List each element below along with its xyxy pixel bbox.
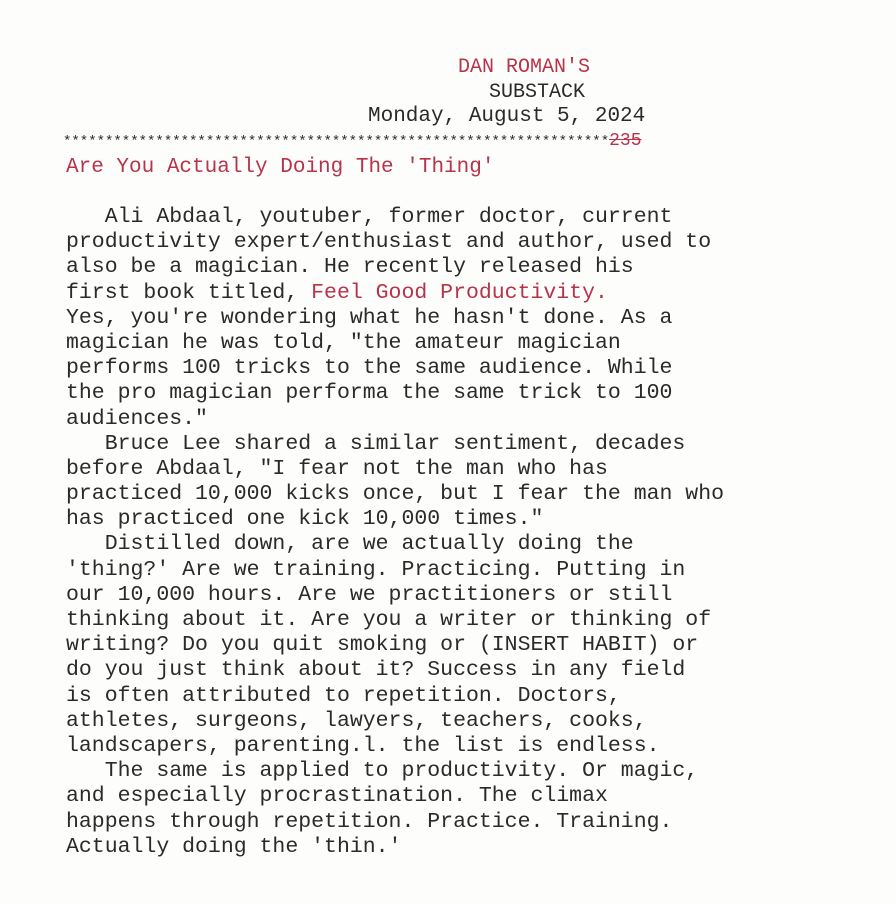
- body-line: magician he was told, "the amateur magician: [66, 330, 621, 355]
- body-line: the pro magician performa the same trick to 100: [66, 381, 673, 406]
- body-line: Yes, you're wondering what he hasn't done. As a: [66, 305, 673, 330]
- body-line: 'thing?' Are we training. Practicing. Putting in: [66, 557, 686, 582]
- date-line: Monday, August 5, 2024: [368, 105, 646, 128]
- body-line-with-book: [66, 281, 826, 306]
- body-line: audiences.": [66, 406, 208, 431]
- body-line: and especially procrastination. The climax: [66, 784, 608, 809]
- asterisk-divider: [63, 132, 823, 151]
- book-title: Feel Good Productivity.: [311, 280, 608, 305]
- body-line: The same is applied to productivity. Or magic,: [66, 759, 699, 784]
- body-line: do you just think about it? Success in any field: [66, 658, 686, 683]
- publication-heading: SUBSTACK: [489, 81, 586, 104]
- struck-number: 235: [609, 132, 642, 151]
- body-line: before Abdaal, "I fear not the man who has: [66, 456, 608, 481]
- body-line: landscapers, parenting.l. the list is endless.: [66, 733, 660, 758]
- article-body: [66, 205, 826, 860]
- body-line: productivity expert/enthusiast and author, used to: [66, 230, 712, 255]
- body-line: Ali Abdaal, youtuber, former doctor, current: [66, 205, 673, 229]
- body-line: athletes, surgeons, lawyers, teachers, cooks,: [66, 708, 647, 733]
- divider-asterisks: *****************************************************************: [63, 134, 610, 150]
- body-line: writing? Do you quit smoking or (INSERT HABIT) or: [66, 633, 699, 658]
- body-line: has practiced one kick 10,000 times.": [66, 507, 544, 532]
- body-line: happens through repetition. Practice. Training.: [66, 809, 673, 834]
- author-heading: DAN ROMAN'S: [458, 56, 591, 79]
- article-title: Are You Actually Doing The 'Thing': [66, 156, 495, 179]
- body-line: performs 100 tricks to the same audience. While: [66, 356, 673, 381]
- body-line: our 10,000 hours. Are we practitioners or still: [66, 582, 673, 607]
- body-line: first book titled,: [66, 280, 312, 305]
- body-line: Actually doing the 'thin.': [66, 834, 402, 859]
- body-line: practiced 10,000 kicks once, but I fear the man who: [66, 482, 725, 507]
- body-line: thinking about it. Are you a writer or thinking of: [66, 608, 712, 632]
- body-line: is often attributed to repetition. Doctors,: [66, 683, 621, 708]
- body-line: also be a magician. He recently released his: [66, 255, 634, 280]
- body-line: Distilled down, are we actually doing the: [66, 532, 634, 557]
- body-line: Bruce Lee shared a similar sentiment, decades: [66, 431, 686, 456]
